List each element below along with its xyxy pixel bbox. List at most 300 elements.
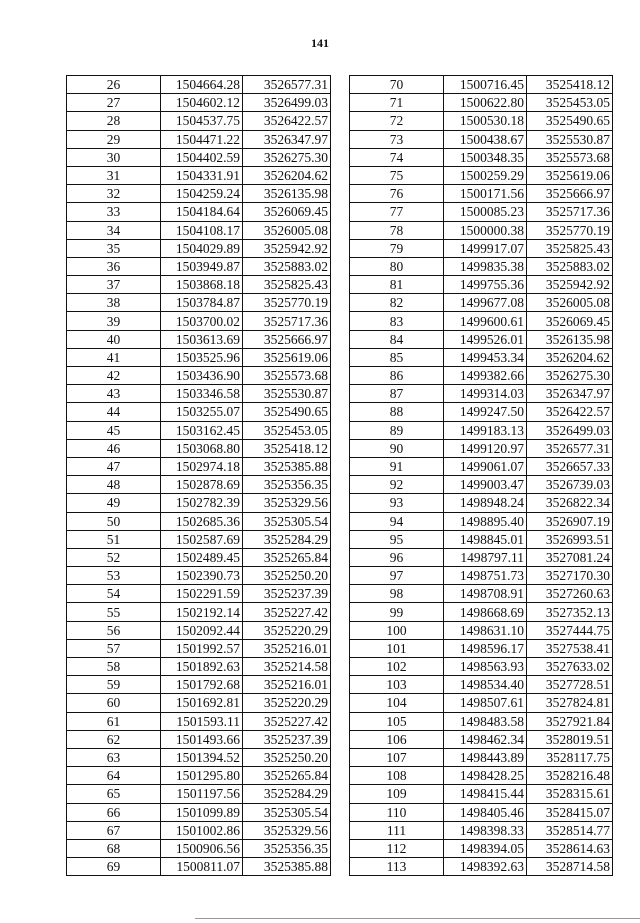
point-number-cell: 113 [350, 858, 444, 876]
table-row [350, 530, 613, 548]
table-row [67, 676, 331, 694]
table-row [350, 348, 613, 366]
point-number-cell: 94 [350, 512, 444, 530]
table-row [67, 385, 331, 403]
x-coordinate-cell: 1498895.40 [444, 512, 527, 530]
table-row [350, 130, 613, 148]
point-number-cell: 31 [67, 166, 161, 184]
x-coordinate-cell: 1498708.91 [444, 585, 527, 603]
table-row [350, 803, 613, 821]
table-row [350, 858, 613, 876]
x-coordinate-cell: 1501792.68 [161, 676, 243, 694]
y-coordinate-cell: 3525573.68 [243, 367, 331, 385]
x-coordinate-cell: 1503255.07 [161, 403, 243, 421]
y-coordinate-cell: 3525265.84 [243, 548, 331, 566]
y-coordinate-cell: 3525717.36 [527, 203, 613, 221]
y-coordinate-cell: 3525666.97 [243, 330, 331, 348]
table-row [67, 585, 331, 603]
y-coordinate-cell: 3528315.61 [527, 785, 613, 803]
y-coordinate-cell: 3525490.65 [527, 112, 613, 130]
point-number-cell: 78 [350, 221, 444, 239]
point-number-cell: 60 [67, 694, 161, 712]
table-row [350, 312, 613, 330]
y-coordinate-cell: 3527921.84 [527, 712, 613, 730]
y-coordinate-cell: 3525329.56 [243, 821, 331, 839]
table-row [350, 166, 613, 184]
y-coordinate-cell: 3527260.63 [527, 585, 613, 603]
x-coordinate-cell: 1501099.89 [161, 803, 243, 821]
y-coordinate-cell: 3527352.13 [527, 603, 613, 621]
y-coordinate-cell: 3526135.98 [527, 330, 613, 348]
y-coordinate-cell: 3526499.03 [527, 421, 613, 439]
y-coordinate-cell: 3526275.30 [243, 148, 331, 166]
point-number-cell: 111 [350, 821, 444, 839]
y-coordinate-cell: 3525418.12 [243, 439, 331, 457]
table-row [67, 112, 331, 130]
x-coordinate-cell: 1498563.93 [444, 658, 527, 676]
point-number-cell: 100 [350, 621, 444, 639]
x-coordinate-cell: 1500000.38 [444, 221, 527, 239]
table-row [67, 130, 331, 148]
table-row [350, 185, 613, 203]
y-coordinate-cell: 3528117.75 [527, 748, 613, 766]
y-coordinate-cell: 3527824.81 [527, 694, 613, 712]
point-number-cell: 77 [350, 203, 444, 221]
point-number-cell: 35 [67, 239, 161, 257]
x-coordinate-cell: 1503784.87 [161, 294, 243, 312]
point-number-cell: 68 [67, 839, 161, 857]
y-coordinate-cell: 3525385.88 [243, 858, 331, 876]
y-coordinate-cell: 3526204.62 [243, 166, 331, 184]
y-coordinate-cell: 3525942.92 [243, 239, 331, 257]
point-number-cell: 108 [350, 767, 444, 785]
x-coordinate-cell: 1502587.69 [161, 530, 243, 548]
table-row [67, 330, 331, 348]
x-coordinate-cell: 1500906.56 [161, 839, 243, 857]
x-coordinate-cell: 1501394.52 [161, 748, 243, 766]
point-number-cell: 90 [350, 439, 444, 457]
table-row [350, 512, 613, 530]
x-coordinate-cell: 1499003.47 [444, 476, 527, 494]
page-number: 141 [311, 36, 329, 50]
x-coordinate-cell: 1498392.63 [444, 858, 527, 876]
y-coordinate-cell: 3526069.45 [243, 203, 331, 221]
y-coordinate-cell: 3525250.20 [243, 567, 331, 585]
table-row [350, 148, 613, 166]
table-row [67, 603, 331, 621]
table-row [350, 767, 613, 785]
x-coordinate-cell: 1501992.57 [161, 639, 243, 657]
point-number-cell: 106 [350, 730, 444, 748]
point-number-cell: 80 [350, 257, 444, 275]
y-coordinate-cell: 3528216.48 [527, 767, 613, 785]
table-row [67, 276, 331, 294]
x-coordinate-cell: 1504259.24 [161, 185, 243, 203]
point-number-cell: 45 [67, 421, 161, 439]
x-coordinate-cell: 1501493.66 [161, 730, 243, 748]
table-row [67, 621, 331, 639]
y-coordinate-cell: 3526577.31 [243, 76, 331, 94]
y-coordinate-cell: 3525220.29 [243, 621, 331, 639]
y-coordinate-cell: 3527728.51 [527, 676, 613, 694]
x-coordinate-cell: 1503700.02 [161, 312, 243, 330]
x-coordinate-cell: 1498415.44 [444, 785, 527, 803]
y-coordinate-cell: 3525619.06 [527, 166, 613, 184]
point-number-cell: 33 [67, 203, 161, 221]
table-row [67, 203, 331, 221]
y-coordinate-cell: 3525770.19 [527, 221, 613, 239]
y-coordinate-cell: 3526499.03 [243, 94, 331, 112]
x-coordinate-cell: 1501002.86 [161, 821, 243, 839]
table-row [350, 239, 613, 257]
x-coordinate-cell: 1498405.46 [444, 803, 527, 821]
point-number-cell: 27 [67, 94, 161, 112]
point-number-cell: 73 [350, 130, 444, 148]
point-number-cell: 58 [67, 658, 161, 676]
x-coordinate-cell: 1503346.58 [161, 385, 243, 403]
table-row [350, 112, 613, 130]
y-coordinate-cell: 3525356.35 [243, 476, 331, 494]
x-coordinate-cell: 1501295.80 [161, 767, 243, 785]
point-number-cell: 89 [350, 421, 444, 439]
x-coordinate-cell: 1498394.05 [444, 839, 527, 857]
table-row [67, 530, 331, 548]
table-row [67, 730, 331, 748]
point-number-cell: 36 [67, 257, 161, 275]
x-coordinate-cell: 1500171.56 [444, 185, 527, 203]
x-coordinate-cell: 1499183.13 [444, 421, 527, 439]
y-coordinate-cell: 3526422.57 [527, 403, 613, 421]
x-coordinate-cell: 1499382.66 [444, 367, 527, 385]
table-row [350, 276, 613, 294]
x-coordinate-cell: 1498507.61 [444, 694, 527, 712]
y-coordinate-cell: 3525573.68 [527, 148, 613, 166]
table-row [350, 76, 613, 94]
x-coordinate-cell: 1499600.61 [444, 312, 527, 330]
y-coordinate-cell: 3528514.77 [527, 821, 613, 839]
y-coordinate-cell: 3526422.57 [243, 112, 331, 130]
table-row [67, 94, 331, 112]
x-coordinate-cell: 1502974.18 [161, 457, 243, 475]
y-coordinate-cell: 3525770.19 [243, 294, 331, 312]
table-row [67, 712, 331, 730]
x-coordinate-cell: 1498751.73 [444, 567, 527, 585]
table-row [67, 421, 331, 439]
point-number-cell: 97 [350, 567, 444, 585]
x-coordinate-cell: 1501593.11 [161, 712, 243, 730]
coordinates-table-right [349, 75, 613, 876]
point-number-cell: 38 [67, 294, 161, 312]
point-number-cell: 96 [350, 548, 444, 566]
table-row [67, 294, 331, 312]
y-coordinate-cell: 3525453.05 [527, 94, 613, 112]
table-row [350, 548, 613, 566]
table-row [350, 621, 613, 639]
point-number-cell: 105 [350, 712, 444, 730]
table-row [67, 748, 331, 766]
table-row [350, 457, 613, 475]
y-coordinate-cell: 3527170.30 [527, 567, 613, 585]
x-coordinate-cell: 1499453.34 [444, 348, 527, 366]
point-number-cell: 63 [67, 748, 161, 766]
point-number-cell: 110 [350, 803, 444, 821]
x-coordinate-cell: 1504471.22 [161, 130, 243, 148]
point-number-cell: 86 [350, 367, 444, 385]
x-coordinate-cell: 1499120.97 [444, 439, 527, 457]
point-number-cell: 44 [67, 403, 161, 421]
point-number-cell: 62 [67, 730, 161, 748]
table-row [67, 785, 331, 803]
point-number-cell: 41 [67, 348, 161, 366]
x-coordinate-cell: 1503525.96 [161, 348, 243, 366]
table-row [350, 94, 613, 112]
table-row [67, 567, 331, 585]
y-coordinate-cell: 3526005.08 [243, 221, 331, 239]
y-coordinate-cell: 3525666.97 [527, 185, 613, 203]
point-number-cell: 48 [67, 476, 161, 494]
x-coordinate-cell: 1499061.07 [444, 457, 527, 475]
table-row [350, 203, 613, 221]
point-number-cell: 59 [67, 676, 161, 694]
point-number-cell: 76 [350, 185, 444, 203]
table-row [350, 694, 613, 712]
y-coordinate-cell: 3526275.30 [527, 367, 613, 385]
x-coordinate-cell: 1503162.45 [161, 421, 243, 439]
y-coordinate-cell: 3525329.56 [243, 494, 331, 512]
x-coordinate-cell: 1502192.14 [161, 603, 243, 621]
table-row [67, 767, 331, 785]
table-row [67, 166, 331, 184]
y-coordinate-cell: 3525216.01 [243, 676, 331, 694]
table-row [67, 257, 331, 275]
x-coordinate-cell: 1504029.89 [161, 239, 243, 257]
point-number-cell: 98 [350, 585, 444, 603]
table-row [350, 839, 613, 857]
point-number-cell: 87 [350, 385, 444, 403]
point-number-cell: 49 [67, 494, 161, 512]
x-coordinate-cell: 1500811.07 [161, 858, 243, 876]
point-number-cell: 52 [67, 548, 161, 566]
y-coordinate-cell: 3526347.97 [527, 385, 613, 403]
y-coordinate-cell: 3525237.39 [243, 730, 331, 748]
x-coordinate-cell: 1503949.87 [161, 257, 243, 275]
y-coordinate-cell: 3527633.02 [527, 658, 613, 676]
point-number-cell: 81 [350, 276, 444, 294]
x-coordinate-cell: 1498428.25 [444, 767, 527, 785]
table-row [350, 712, 613, 730]
point-number-cell: 50 [67, 512, 161, 530]
y-coordinate-cell: 3525453.05 [243, 421, 331, 439]
y-coordinate-cell: 3526822.34 [527, 494, 613, 512]
point-number-cell: 75 [350, 166, 444, 184]
table-row [67, 312, 331, 330]
y-coordinate-cell: 3528714.58 [527, 858, 613, 876]
point-number-cell: 79 [350, 239, 444, 257]
y-coordinate-cell: 3525418.12 [527, 76, 613, 94]
x-coordinate-cell: 1501197.56 [161, 785, 243, 803]
point-number-cell: 54 [67, 585, 161, 603]
point-number-cell: 67 [67, 821, 161, 839]
point-number-cell: 112 [350, 839, 444, 857]
table-row [67, 639, 331, 657]
x-coordinate-cell: 1504184.64 [161, 203, 243, 221]
point-number-cell: 28 [67, 112, 161, 130]
point-number-cell: 43 [67, 385, 161, 403]
x-coordinate-cell: 1502092.44 [161, 621, 243, 639]
y-coordinate-cell: 3526069.45 [527, 312, 613, 330]
x-coordinate-cell: 1502489.45 [161, 548, 243, 566]
y-coordinate-cell: 3525250.20 [243, 748, 331, 766]
x-coordinate-cell: 1498398.33 [444, 821, 527, 839]
point-number-cell: 46 [67, 439, 161, 457]
y-coordinate-cell: 3526993.51 [527, 530, 613, 548]
x-coordinate-cell: 1502390.73 [161, 567, 243, 585]
table-row [67, 476, 331, 494]
y-coordinate-cell: 3525305.54 [243, 512, 331, 530]
x-coordinate-cell: 1500438.67 [444, 130, 527, 148]
x-coordinate-cell: 1498668.69 [444, 603, 527, 621]
x-coordinate-cell: 1499247.50 [444, 403, 527, 421]
x-coordinate-cell: 1503613.69 [161, 330, 243, 348]
point-number-cell: 88 [350, 403, 444, 421]
table-row [350, 658, 613, 676]
table-row [350, 257, 613, 275]
y-coordinate-cell: 3526739.03 [527, 476, 613, 494]
y-coordinate-cell: 3526005.08 [527, 294, 613, 312]
point-number-cell: 30 [67, 148, 161, 166]
point-number-cell: 71 [350, 94, 444, 112]
x-coordinate-cell: 1498534.40 [444, 676, 527, 694]
table-row [67, 348, 331, 366]
x-coordinate-cell: 1498483.58 [444, 712, 527, 730]
x-coordinate-cell: 1499835.38 [444, 257, 527, 275]
x-coordinate-cell: 1498631.10 [444, 621, 527, 639]
y-coordinate-cell: 3525305.54 [243, 803, 331, 821]
table-row [67, 548, 331, 566]
y-coordinate-cell: 3525216.01 [243, 639, 331, 657]
y-coordinate-cell: 3525227.42 [243, 603, 331, 621]
coordinates-table-left [66, 75, 331, 876]
y-coordinate-cell: 3525284.29 [243, 785, 331, 803]
point-number-cell: 72 [350, 112, 444, 130]
y-coordinate-cell: 3525530.87 [243, 385, 331, 403]
point-number-cell: 40 [67, 330, 161, 348]
x-coordinate-cell: 1503068.80 [161, 439, 243, 457]
point-number-cell: 82 [350, 294, 444, 312]
x-coordinate-cell: 1499314.03 [444, 385, 527, 403]
point-number-cell: 57 [67, 639, 161, 657]
point-number-cell: 34 [67, 221, 161, 239]
table-row [350, 330, 613, 348]
point-number-cell: 70 [350, 76, 444, 94]
x-coordinate-cell: 1499526.01 [444, 330, 527, 348]
point-number-cell: 103 [350, 676, 444, 694]
point-number-cell: 84 [350, 330, 444, 348]
y-coordinate-cell: 3525490.65 [243, 403, 331, 421]
table-row [67, 76, 331, 94]
point-number-cell: 95 [350, 530, 444, 548]
point-number-cell: 32 [67, 185, 161, 203]
point-number-cell: 42 [67, 367, 161, 385]
table-row [67, 858, 331, 876]
table-body-right [350, 76, 613, 876]
y-coordinate-cell: 3526204.62 [527, 348, 613, 366]
y-coordinate-cell: 3525214.58 [243, 658, 331, 676]
y-coordinate-cell: 3525284.29 [243, 530, 331, 548]
y-coordinate-cell: 3526347.97 [243, 130, 331, 148]
point-number-cell: 56 [67, 621, 161, 639]
x-coordinate-cell: 1498845.01 [444, 530, 527, 548]
table-row [67, 494, 331, 512]
x-coordinate-cell: 1504108.17 [161, 221, 243, 239]
y-coordinate-cell: 3525385.88 [243, 457, 331, 475]
x-coordinate-cell: 1504602.12 [161, 94, 243, 112]
point-number-cell: 39 [67, 312, 161, 330]
x-coordinate-cell: 1504537.75 [161, 112, 243, 130]
x-coordinate-cell: 1502685.36 [161, 512, 243, 530]
table-row [67, 367, 331, 385]
point-number-cell: 93 [350, 494, 444, 512]
point-number-cell: 107 [350, 748, 444, 766]
y-coordinate-cell: 3525825.43 [243, 276, 331, 294]
x-coordinate-cell: 1499677.08 [444, 294, 527, 312]
x-coordinate-cell: 1504402.59 [161, 148, 243, 166]
point-number-cell: 61 [67, 712, 161, 730]
point-number-cell: 101 [350, 639, 444, 657]
point-number-cell: 51 [67, 530, 161, 548]
x-coordinate-cell: 1498797.11 [444, 548, 527, 566]
x-coordinate-cell: 1500622.80 [444, 94, 527, 112]
table-row [350, 639, 613, 657]
point-number-cell: 91 [350, 457, 444, 475]
y-coordinate-cell: 3526657.33 [527, 457, 613, 475]
x-coordinate-cell: 1502782.39 [161, 494, 243, 512]
y-coordinate-cell: 3525265.84 [243, 767, 331, 785]
table-row [350, 367, 613, 385]
x-coordinate-cell: 1500085.23 [444, 203, 527, 221]
y-coordinate-cell: 3527444.75 [527, 621, 613, 639]
x-coordinate-cell: 1502291.59 [161, 585, 243, 603]
table-row [67, 439, 331, 457]
x-coordinate-cell: 1499755.36 [444, 276, 527, 294]
table-row [67, 148, 331, 166]
table-row [67, 821, 331, 839]
point-number-cell: 29 [67, 130, 161, 148]
point-number-cell: 37 [67, 276, 161, 294]
x-coordinate-cell: 1500348.35 [444, 148, 527, 166]
point-number-cell: 47 [67, 457, 161, 475]
x-coordinate-cell: 1498948.24 [444, 494, 527, 512]
y-coordinate-cell: 3525227.42 [243, 712, 331, 730]
y-coordinate-cell: 3525220.29 [243, 694, 331, 712]
table-row [350, 567, 613, 585]
table-row [350, 221, 613, 239]
table-row [350, 476, 613, 494]
table-row [67, 457, 331, 475]
y-coordinate-cell: 3525717.36 [243, 312, 331, 330]
table-row [350, 748, 613, 766]
point-number-cell: 55 [67, 603, 161, 621]
y-coordinate-cell: 3527081.24 [527, 548, 613, 566]
table-row [67, 803, 331, 821]
x-coordinate-cell: 1500530.18 [444, 112, 527, 130]
table-row [350, 730, 613, 748]
y-coordinate-cell: 3525825.43 [527, 239, 613, 257]
table-row [350, 294, 613, 312]
y-coordinate-cell: 3525356.35 [243, 839, 331, 857]
x-coordinate-cell: 1500259.29 [444, 166, 527, 184]
point-number-cell: 92 [350, 476, 444, 494]
